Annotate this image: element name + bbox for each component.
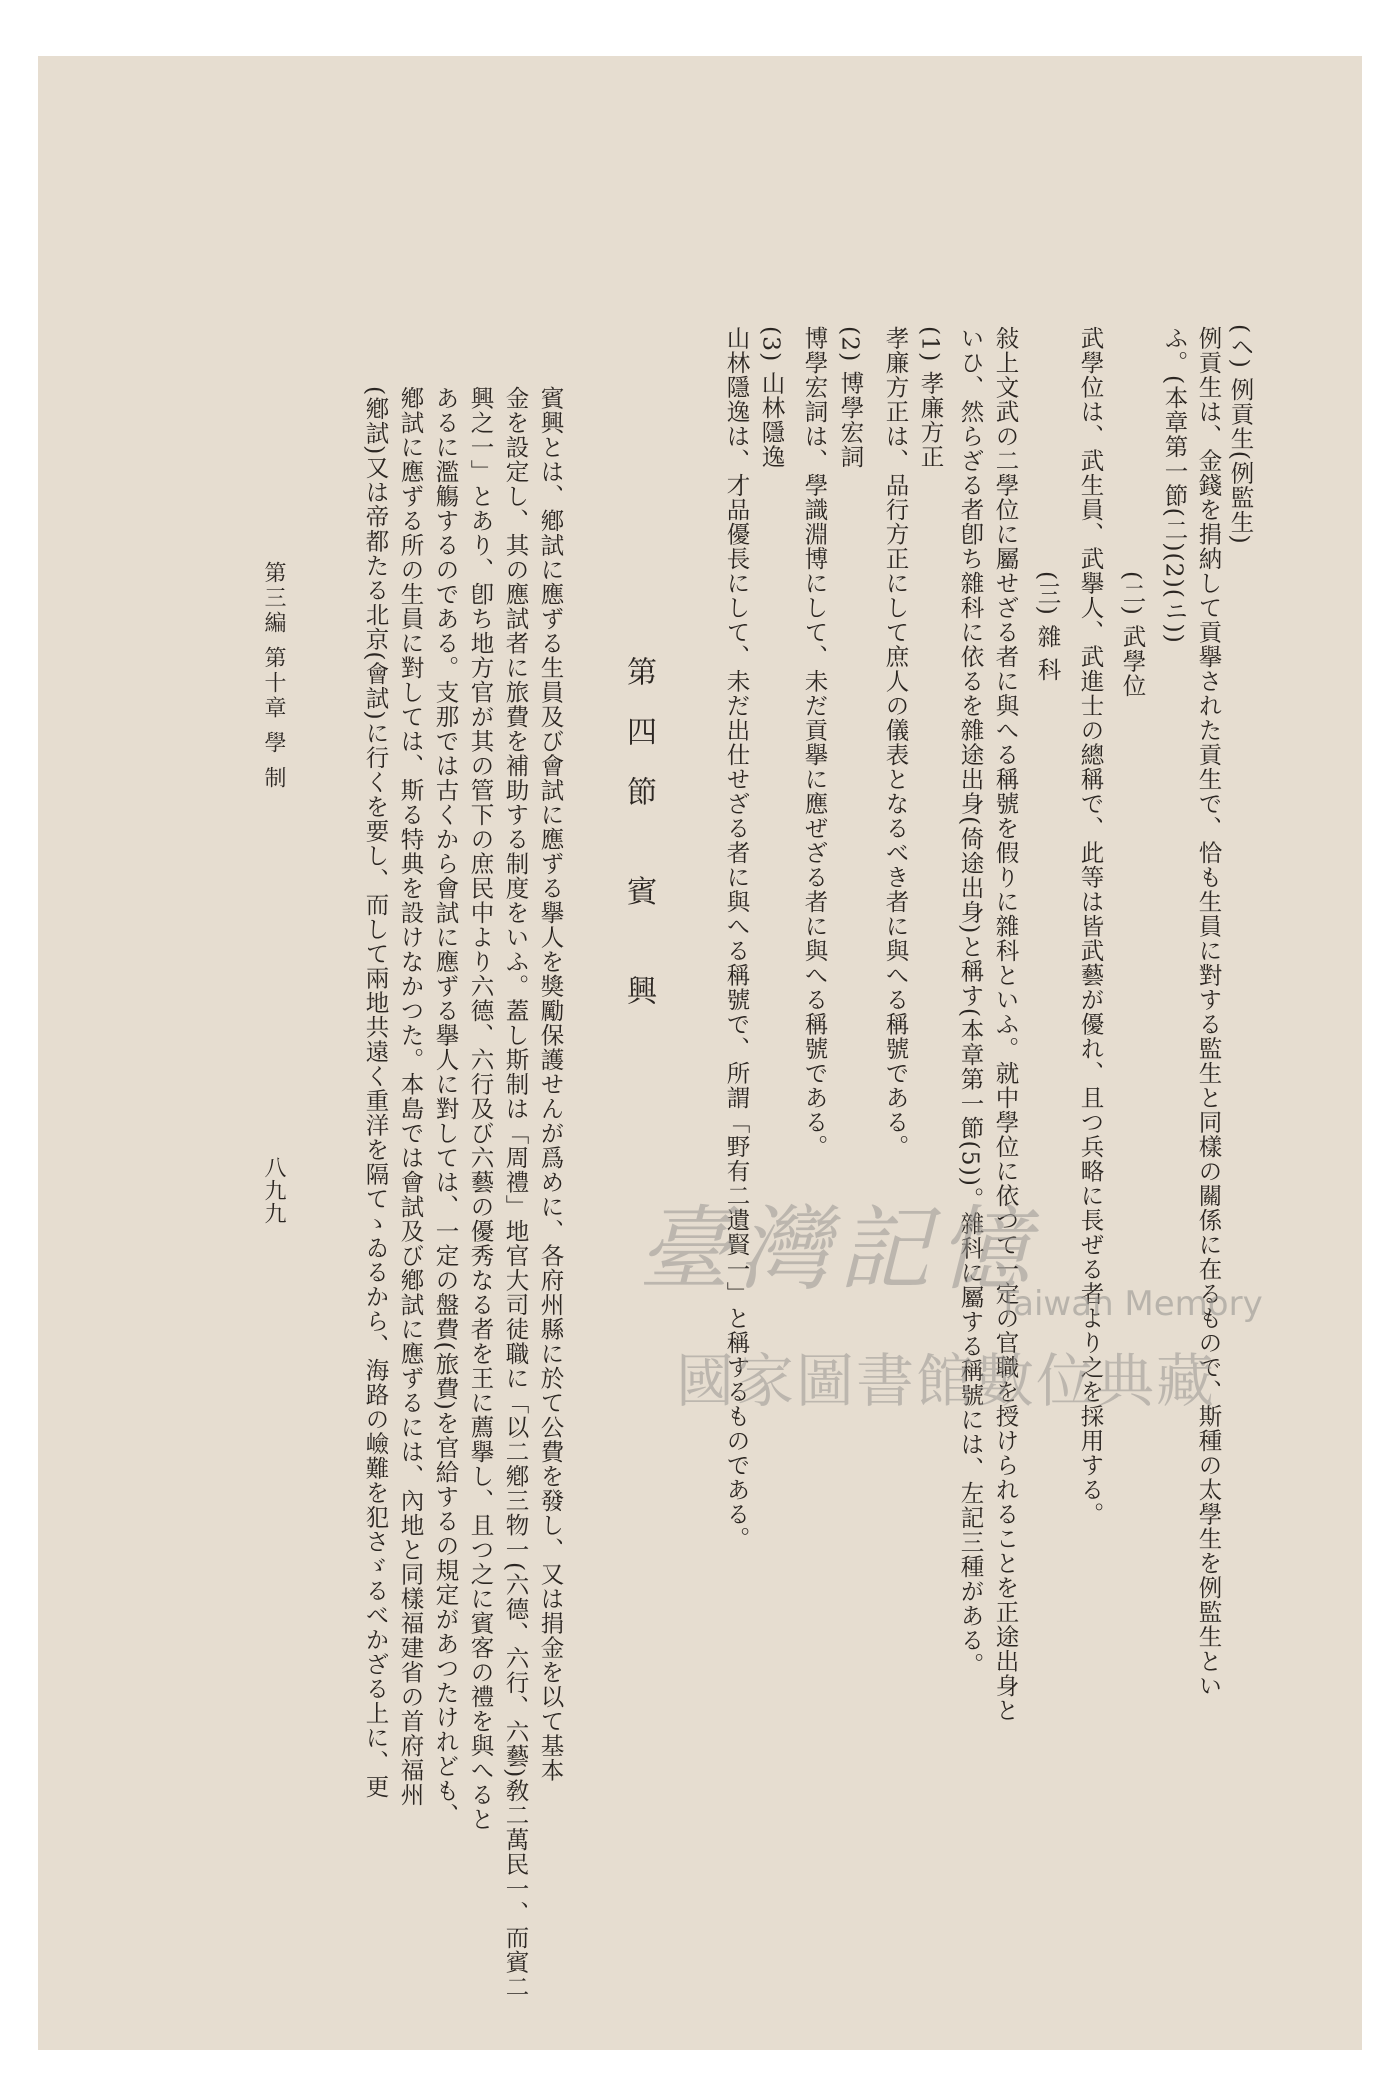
text-column: 鄕試に應ずる所の生員に對しては、斯る特典を設けなかつた。本島では會試及び鄕試に應ずるには、內地と同樣福建省の首府福州 (396, 386, 425, 1807)
section-heading: (二) 武學位 (1118, 571, 1147, 698)
text-column: (鄕試)又は帝都たる北京(會試)に行くを要し、而して兩地共遠く重洋を隔てゝゐるから、海路の嶮難を犯さゞるべかざる上に、更 (361, 386, 390, 1799)
text-column: いひ、然らざる者卽ち雜科に依るを雜途出身(倚途出身)と稱す(本章第一節(5))。雜科に屬する稱號には、左記三種がある。 (956, 326, 985, 1677)
text-column: 例貢生は、金錢を捐納して貢擧された貢生で、恰も生員に對する監生と同樣の關係に在るもので、斯種の太學生を例監生とい (1194, 326, 1223, 1698)
text-column: 興之一」とあり、卽ち地方官が其の管下の庶民中より六德、六行及び六藝の優秀なる者を王に薦擧し、且つ之に賓客の禮を與へると (466, 386, 495, 1832)
text-column: 金を設定し、其の應試者に旅費を補助する制度をいふ。蓋し斯制は「周禮」地官大司徒職に「以二鄕三物一(六德、六行、六藝)敎二萬民一、而賓二 (501, 386, 530, 1999)
running-footer: 第三編 第十章 學 制 (261, 561, 286, 791)
text-column: あるに濫觴するのである。支那では古くから會試に應ずる擧人に對しては、一定の盤費(旅費)を官給するの規定があつたけれども、 (431, 386, 460, 1828)
text-column: 賓興とは、鄕試に應ずる生員及び會試に應ずる擧人を獎勵保護せんが爲めに、各府州縣に於て公費を發し、又は捐金を以て基本 (536, 386, 565, 1783)
chapter-section-title: 第四節 賓 興 (621, 656, 656, 1036)
item-heading: (3) 山林隱逸 (757, 326, 786, 469)
watermark-logo: 臺灣記憶 (638, 1196, 1039, 1303)
page-number: 八九九 (261, 1156, 286, 1225)
watermark-english: Taiwan Memory (998, 1284, 1263, 1324)
item-heading: (1) 孝廉方正 (916, 326, 945, 469)
text-column: 山林隱逸は、才品優長にして、未だ出仕せざる者に與へる稱號で、所謂「野有二遺賢一」と稱するものである。 (722, 326, 751, 1551)
text-column: 武學位は、武生員、武擧人、武進士の總稱で、此等は皆武藝が優れ、且つ兵略に長ぜる者より之を採用する。 (1076, 326, 1105, 1527)
text-column: 孝廉方正は、品行方正にして庶人の儀表となるべき者に與へる稱號である。 (881, 326, 910, 1159)
text-column: 博學宏詞は、學識淵博にして、未だ貢擧に應ぜざる者に與へる稱號である。 (800, 326, 829, 1159)
item-heading: (2) 博學宏詞 (836, 326, 865, 469)
section-heading: (三) 雜 科 (1033, 571, 1062, 682)
watermark-library: 國家圖書館數位典藏 (676, 1347, 1217, 1415)
text-column: (ヘ) 例貢生(例監生) (1226, 324, 1255, 545)
document-page (38, 56, 1362, 2050)
watermark (638, 1176, 1328, 1416)
text-column: 敍上文武の二學位に屬せざる者に與へる稱號を假りに雜科といふ。就中學位に依つて一定の官職を授けられることを正途出身と (991, 326, 1020, 1723)
text-column: ふ。(本章第一節(二)(2)(ニ)) (1160, 326, 1189, 644)
